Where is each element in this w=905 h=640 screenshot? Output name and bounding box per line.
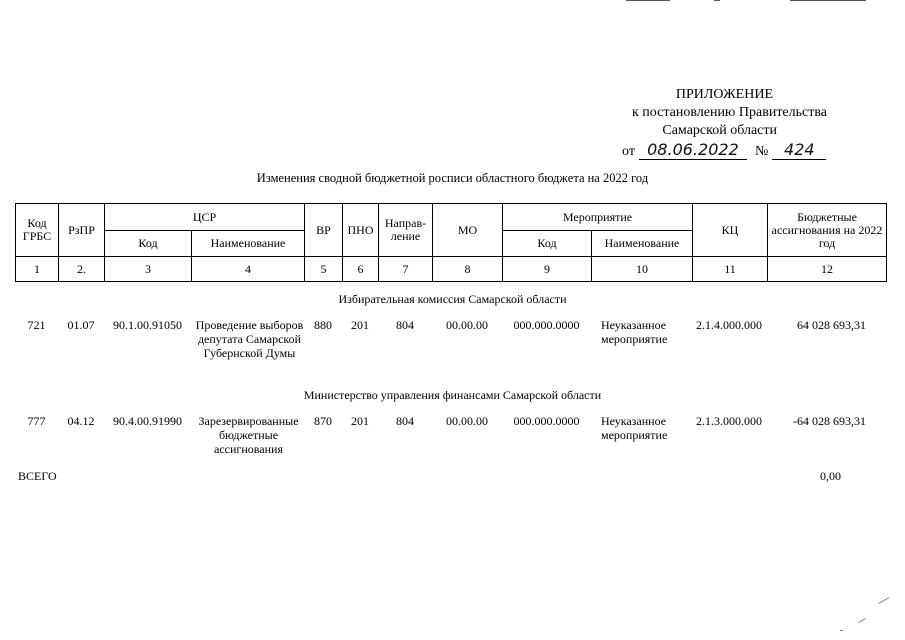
header-meropriyatie: Мероприятие — [503, 204, 693, 231]
header-csr-name: Наименование — [192, 231, 305, 257]
cell-mer-name: Неуказанное мероприятие — [601, 414, 668, 442]
budget-table-header — [15, 203, 887, 282]
cell-pno: 201 — [351, 318, 369, 332]
column-number: 1 — [16, 257, 59, 282]
cell-amount: 64 028 693,31 — [797, 318, 866, 332]
header-napravlenie: Направ-ление — [379, 204, 433, 257]
document-title: Изменения сводной бюджетной росписи областного бюджета на 2022 год — [256, 171, 649, 185]
cell-csr-kod: 90.1.00.91050 — [113, 318, 182, 332]
group-title-election-commission: Избирательная комиссия Самарской области — [338, 292, 567, 306]
cell-vr: 880 — [314, 318, 332, 332]
cell-mer-kod: 000.000.0000 — [513, 318, 580, 332]
cell-rzpr: 04.12 — [67, 414, 95, 428]
cell-amount: -64 028 693,31 — [793, 414, 866, 428]
cell-csr-kod: 90.4.00.91990 — [113, 414, 182, 428]
header-kc: КЦ — [693, 204, 768, 257]
column-number: 7 — [379, 257, 433, 282]
header-budget: Бюджетные ассигнования на 2022 год — [768, 204, 887, 257]
header-csr: ЦСР — [105, 204, 305, 231]
cell-grbs: 721 — [27, 318, 46, 332]
cell-napravlenie: 804 — [396, 318, 414, 332]
cell-csr-name: Проведение выборов депутата Самарской Губернской Думы — [195, 318, 304, 360]
cell-csr-name: Зарезервированные бюджетные ассигнования — [198, 414, 299, 456]
header-pno: ПНО — [343, 204, 379, 257]
column-number: 10 — [592, 257, 693, 282]
cell-pno: 201 — [351, 414, 369, 428]
handwritten-number: 424 — [772, 140, 826, 160]
header-vr: ВР — [305, 204, 343, 257]
number-label: № — [754, 144, 769, 159]
cell-mer-name: Неуказанное мероприятие — [601, 318, 668, 346]
column-number: 3 — [105, 257, 192, 282]
column-number: 8 — [433, 257, 503, 282]
appendix-block — [567, 86, 827, 140]
cell-vr: 870 — [314, 414, 332, 428]
header-mo: МО — [433, 204, 503, 257]
header-rzpr: РзПР — [59, 204, 105, 257]
header-csr-kod: Код — [105, 231, 192, 257]
column-number: 12 — [768, 257, 887, 282]
cell-mer-kod: 000.000.0000 — [513, 414, 580, 428]
column-number: 4 — [192, 257, 305, 282]
header-mer-kod: Код — [503, 231, 592, 257]
total-label: ВСЕГО — [18, 469, 57, 483]
cell-kc: 2.1.4.000.000 — [696, 318, 762, 332]
appendix-line-2: к постановлению Правительства — [631, 105, 827, 120]
column-number: 11 — [693, 257, 768, 282]
cell-napravlenie: 804 — [396, 414, 414, 428]
top-scan-marks — [620, 0, 870, 3]
column-number: 6 — [343, 257, 379, 282]
decree-reference — [622, 140, 826, 160]
cell-grbs: 777 — [27, 414, 46, 428]
appendix-line-3: Самарской области — [662, 123, 777, 138]
column-number: 5 — [305, 257, 343, 282]
column-number: 2. — [59, 257, 105, 282]
header-mer-name: Наименование — [592, 231, 693, 257]
cell-mo: 00.00.00 — [446, 414, 488, 428]
cell-rzpr: 01.07 — [67, 318, 95, 332]
group-title-finance-ministry: Министерство управления финансами Самарской области — [303, 388, 602, 402]
cell-mo: 00.00.00 — [446, 318, 488, 332]
total-value: 0,00 — [820, 469, 841, 483]
from-label: от — [622, 144, 635, 159]
column-number: 9 — [503, 257, 592, 282]
cell-kc: 2.1.3.000.000 — [696, 414, 762, 428]
header-kod-grbs: Код ГРБС — [16, 204, 59, 257]
handwritten-date: 08.06.2022 — [639, 140, 747, 160]
appendix-title: ПРИЛОЖЕНИЕ — [675, 87, 773, 102]
